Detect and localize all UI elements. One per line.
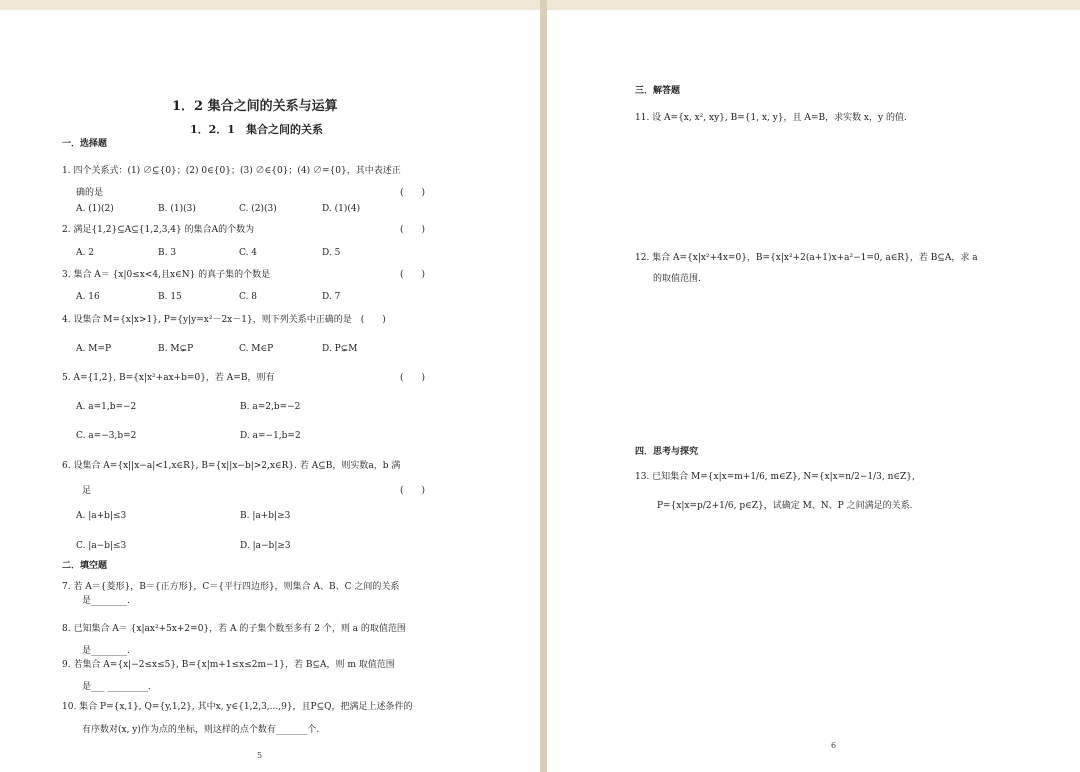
answer-paren: ( ) xyxy=(400,373,426,383)
answer-paren: ( ) xyxy=(400,188,426,198)
question-7-cont: 是________. xyxy=(82,596,130,606)
option: C. 8 xyxy=(239,292,258,302)
question-13-cont: P={x|x=p/2+1/6, p∈Z}，试确定 M、N、P 之间满足的关系. xyxy=(657,501,913,511)
option: D. P⊊M xyxy=(322,344,358,354)
page-number: 6 xyxy=(831,741,837,750)
option: A. |a+b|≤3 xyxy=(76,511,127,521)
option: D. |a−b|≥3 xyxy=(240,541,291,551)
page-title: 1．2 集合之间的关系与运算 xyxy=(172,99,338,114)
question-1: 1. 四个关系式：(1) ∅⊆{0}；(2) 0∈{0}；(3) ∅∈{0}；(4) ∅={0}，其中表述正 xyxy=(62,166,401,176)
option: A. a=1,b=−2 xyxy=(76,402,137,412)
question-10-cont: 有序数对(x, y)作为点的坐标，则这样的点个数有_______个. xyxy=(82,725,320,735)
option: D. (1)(4) xyxy=(322,204,361,214)
question-1-cont: 确的是 xyxy=(76,188,104,198)
option: D. a=−1,b=2 xyxy=(240,431,301,441)
option: D. 5 xyxy=(322,248,341,258)
question-11: 11. 设 A={x, x², xy}, B={1, x, y}，且 A=B，求实数 x，y 的值. xyxy=(635,113,907,123)
left-page xyxy=(0,10,540,772)
answer-paren: ( ) xyxy=(400,270,426,280)
option: A. 2 xyxy=(76,248,94,258)
option: C. 4 xyxy=(239,248,258,258)
option: B. 15 xyxy=(158,292,182,302)
question-12-cont: 的取值范围. xyxy=(653,274,701,284)
section-heading-choice: 一．选择题 xyxy=(62,139,108,149)
question-8-cont: 是________. xyxy=(82,646,130,656)
question-10: 10. 集合 P={x,1}, Q={y,1,2}, 其中x, y∈{1,2,3,...,9}，且P⊆Q，把满足上述条件的 xyxy=(62,702,413,712)
answer-paren: ( ) xyxy=(400,486,426,496)
question-9-cont: 是___ _________. xyxy=(82,682,151,692)
question-2: 2. 满足{1,2}⊆A⊆{1,2,3,4} 的集合A的个数为 xyxy=(62,225,255,235)
section-heading-fill: 二．填空题 xyxy=(62,561,108,571)
option: C. M∈P xyxy=(239,344,274,354)
option: A. (1)(2) xyxy=(76,204,114,214)
option: B. M⊊P xyxy=(158,344,194,354)
option: C. |a−b|≤3 xyxy=(76,541,127,551)
option: B. 3 xyxy=(158,248,177,258)
answer-paren: ( ) xyxy=(400,225,426,235)
page-gutter xyxy=(540,0,547,772)
question-4: 4. 设集合 M={x|x>1}, P={y|y=x²－2x－1}，则下列关系中正确的是 ( ) xyxy=(62,315,386,325)
question-6-cont: 足 xyxy=(82,486,92,496)
option: D. 7 xyxy=(322,292,341,302)
question-5: 5. A={1,2}, B={x|x²+ax+b=0}，若 A=B，则有 xyxy=(62,373,275,383)
option: A. M=P xyxy=(76,344,112,354)
question-13: 13. 已知集合 M={x|x=m+1/6, m∈Z}, N={x|x=n/2−1/3, n∈Z}, xyxy=(635,472,915,482)
question-12: 12. 集合 A={x|x²+4x=0}，B={x|x²+2(a+1)x+a²−1=0, a∈R}，若 B⊆A，求 a xyxy=(635,253,978,263)
option: B. (1)(3) xyxy=(158,204,196,214)
question-6: 6. 设集合 A={x||x−a|<1,x∈R}, B={x||x−b|>2,x∈R}. 若 A⊆B，则实数a，b 满 xyxy=(62,461,401,471)
option: C. (2)(3) xyxy=(239,204,277,214)
question-9: 9. 若集合 A={x|−2≤x≤5}, B={x|m+1≤x≤2m−1}，若 B⊆A，则 m 取值范围 xyxy=(62,660,395,670)
page-subtitle: 1．2．1 集合之间的关系 xyxy=(190,123,323,136)
option: B. a=2,b=−2 xyxy=(240,402,301,412)
right-page xyxy=(547,10,1080,772)
option: A. 16 xyxy=(76,292,100,302)
section-heading-explore: 四．思考与探究 xyxy=(635,447,699,457)
section-heading-answer: 三．解答题 xyxy=(635,86,681,96)
question-3: 3. 集合 A＝ {x|0≤x<4,且x∈N} 的真子集的个数是 xyxy=(62,270,271,280)
question-7: 7. 若 A＝{菱形}，B＝{正方形}，C＝{平行四边形}，则集合 A、B、C 之间的关系 xyxy=(62,582,400,592)
option: C. a=−3,b=2 xyxy=(76,431,137,441)
option: B. |a+b|≥3 xyxy=(240,511,291,521)
page-number: 5 xyxy=(257,751,263,760)
question-8: 8. 已知集合 A＝ {x|ax²+5x+2=0}，若 A 的子集个数至多有 2 个，则 a 的取值范围 xyxy=(62,624,406,634)
